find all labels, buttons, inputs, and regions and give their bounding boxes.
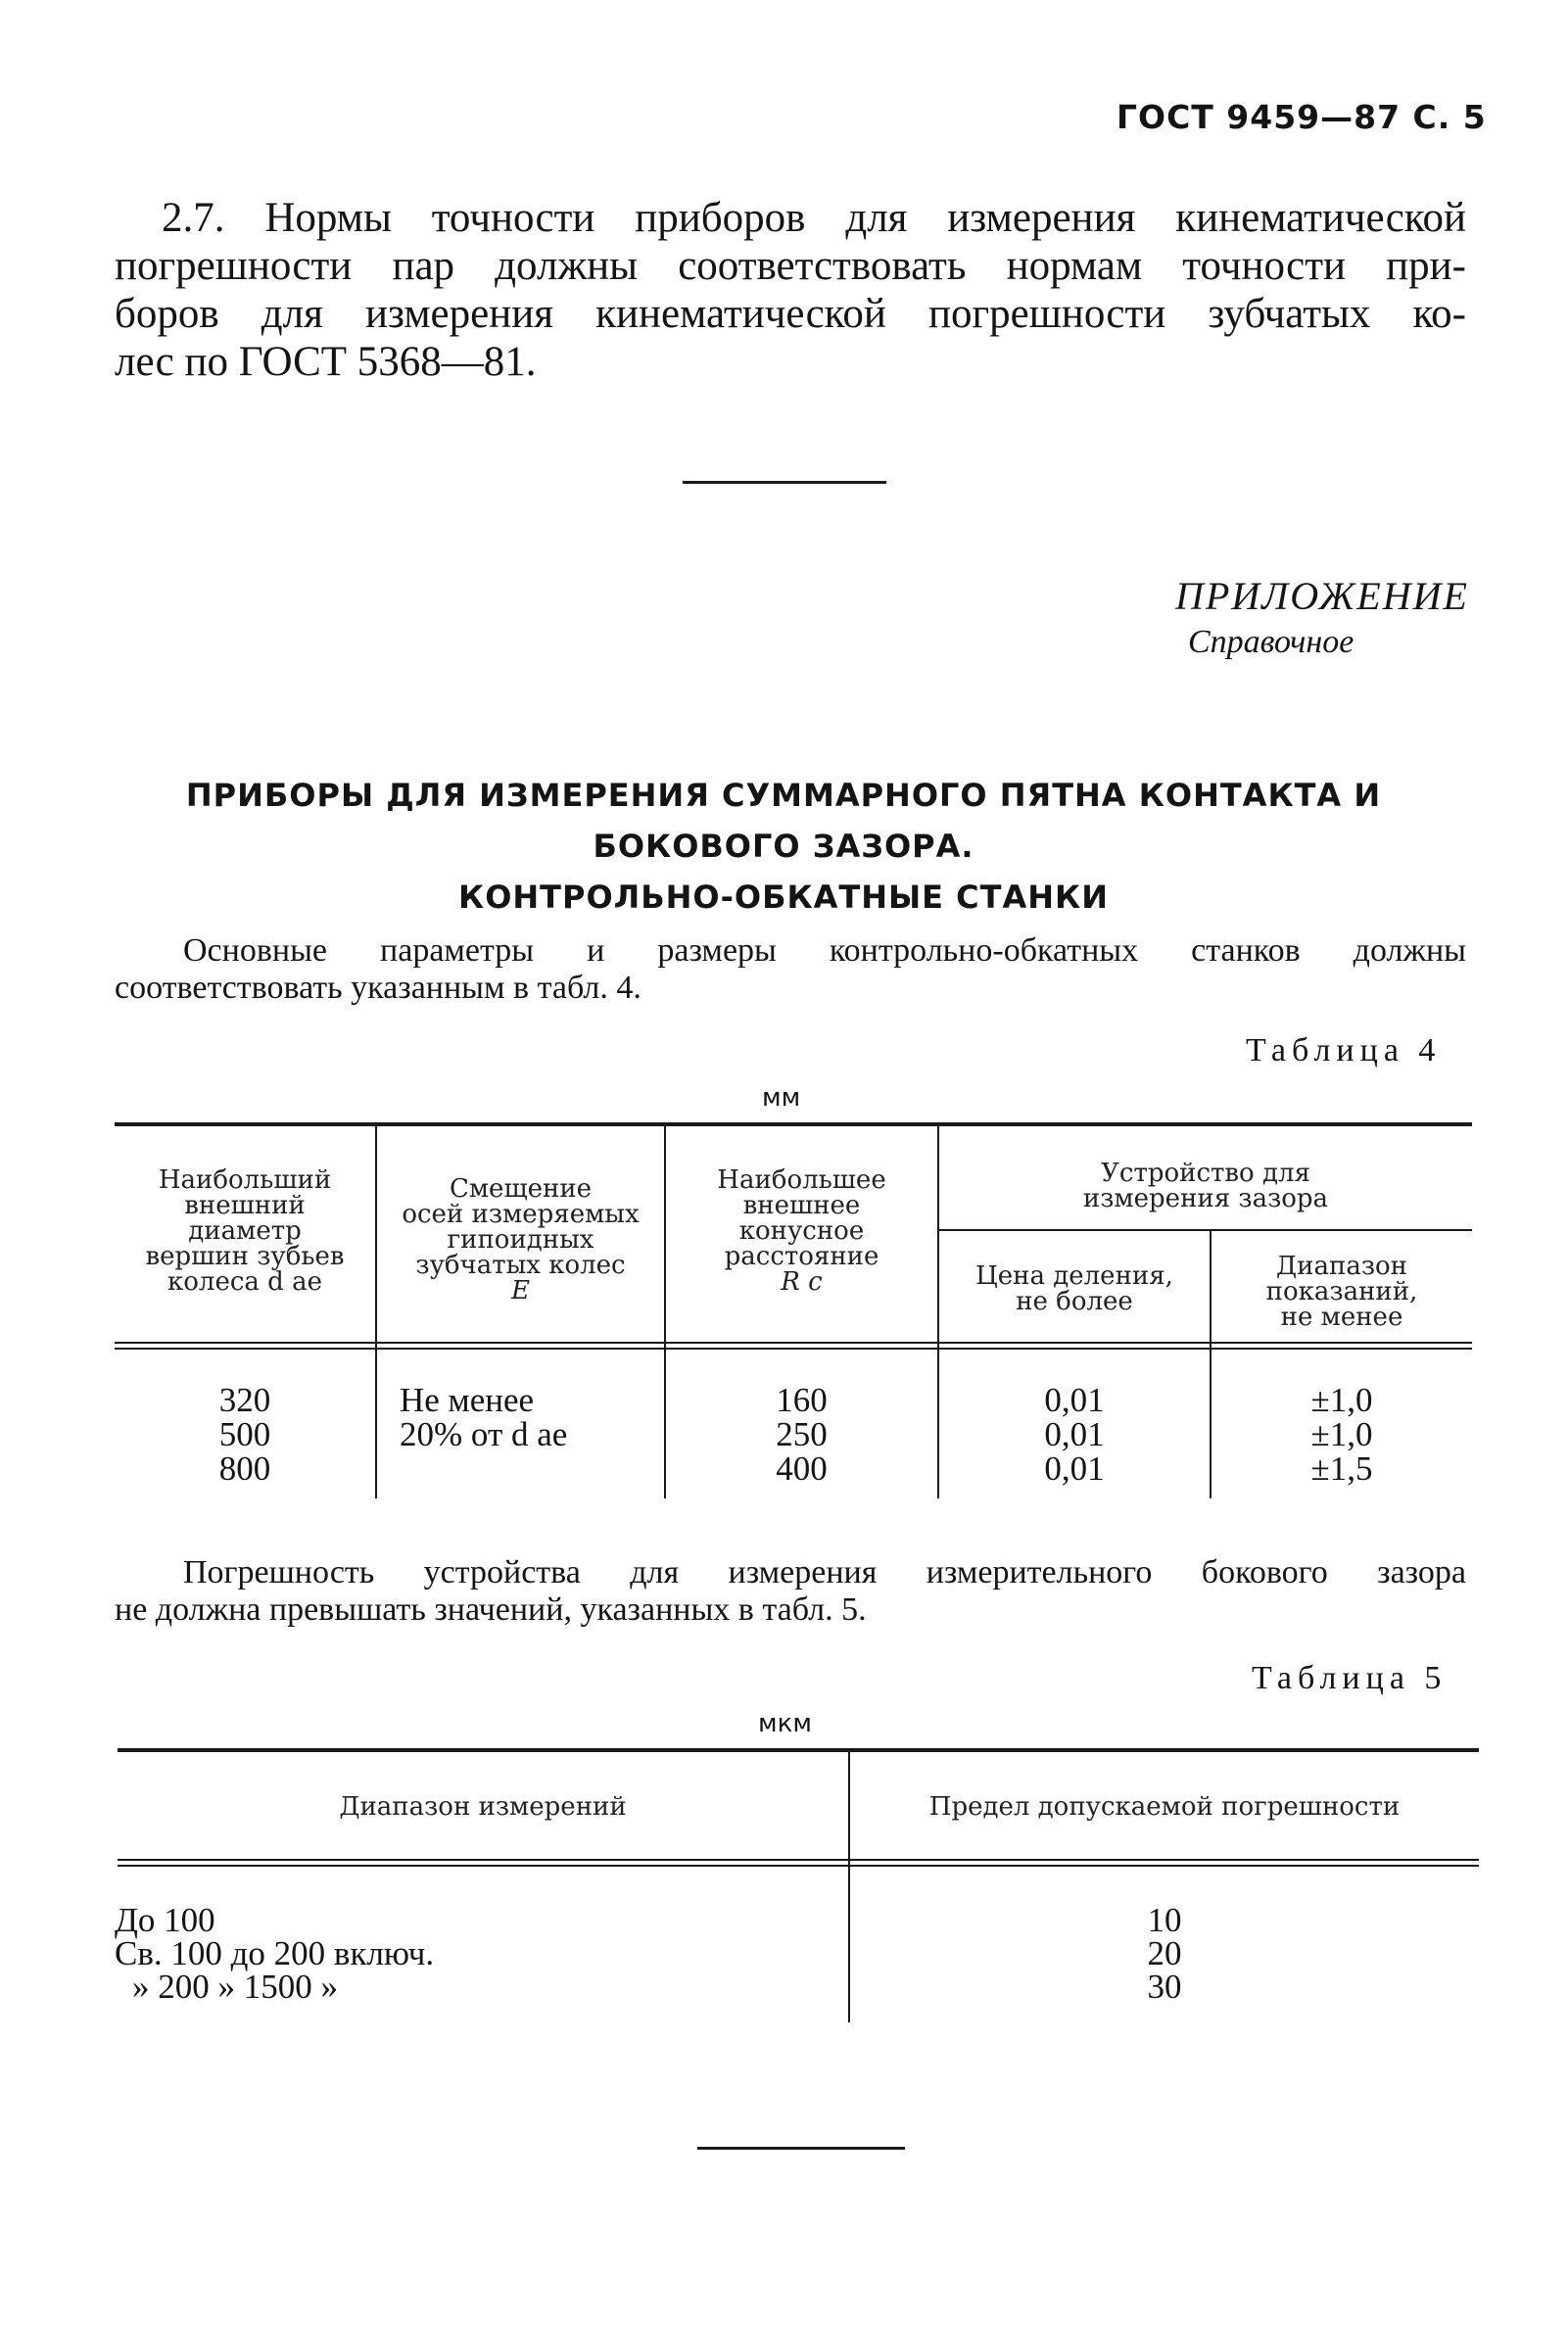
table-cell: 320	[218, 1381, 271, 1419]
header-line: Наибольший	[158, 1165, 332, 1195]
table4-col-division	[939, 1383, 1210, 1486]
table4-col-range	[1212, 1383, 1472, 1486]
header-line: Цена деления,	[975, 1261, 1173, 1291]
table-cell: 0,01	[1044, 1415, 1105, 1453]
appendix-title	[118, 770, 1449, 923]
header-line: вершин зубьев	[145, 1242, 345, 1271]
table5-col-range	[115, 1901, 839, 2006]
table-cell: » 200 » 1500 »	[132, 1968, 338, 2006]
appendix-kind: Справочное	[1188, 624, 1354, 660]
intro-line: Основные параметры и размеры контрольно-обкатных станков должны	[183, 932, 1466, 969]
title-line: БОКОВОГО ЗАЗОРА.	[593, 828, 974, 865]
table4-group-rule	[938, 1229, 1472, 1231]
header-line: внешнее	[742, 1191, 861, 1220]
clause-2-7	[115, 194, 1466, 386]
table-cell: До 100	[115, 1901, 215, 1939]
table4-units: мм	[762, 1083, 801, 1113]
clause-line: 2.7. Нормы точности приборов для измерения кинематической	[162, 195, 1466, 241]
header-line: конусное	[738, 1216, 865, 1246]
intro-line: не должна превышать значений, указанных в табл. 5.	[115, 1591, 867, 1628]
header-line: Смещение	[449, 1174, 593, 1204]
section-divider	[697, 2147, 905, 2150]
table4-col-diameter	[115, 1383, 375, 1486]
header-line: гипоидных	[447, 1225, 594, 1255]
table5-header-rule	[118, 1859, 1479, 1861]
header-line: не более	[1016, 1287, 1133, 1316]
table-cell: 20% от d ae	[400, 1415, 568, 1453]
table4-header-rule	[115, 1342, 1472, 1344]
table5-col-limit	[850, 1901, 1479, 2006]
header-line: колеса d ae	[167, 1267, 322, 1297]
header-line: зубчатых колес	[415, 1251, 626, 1280]
table4-top-rule	[115, 1122, 1472, 1126]
clause-line: погрешности пар должны соответствовать нормам точности при-	[115, 243, 1466, 289]
header-line: Диапазон	[1276, 1252, 1407, 1281]
table4-intro	[115, 932, 1466, 1007]
table-cell: Св. 100 до 200 включ.	[115, 1934, 435, 1972]
header-line: внешний	[184, 1191, 306, 1220]
table5-label: Таблица 5	[1252, 1660, 1448, 1696]
table5-top-rule	[118, 1748, 1479, 1752]
header-line: осей измеряемых	[402, 1200, 640, 1229]
table4-label: Таблица 4	[1246, 1032, 1442, 1068]
table5-header-rule	[118, 1865, 1479, 1867]
clause-line: лес по ГОСТ 5368—81.	[115, 339, 537, 385]
table4-header-range	[1212, 1254, 1472, 1330]
clause-line: боров для измерения кинематической погрешности зубчатых ко-	[115, 291, 1466, 337]
table4-header-distance	[666, 1167, 937, 1295]
header-line: показаний,	[1265, 1277, 1418, 1306]
table-cell: 250	[776, 1415, 828, 1453]
table-cell: 30	[1147, 1968, 1182, 2006]
table-cell: 800	[218, 1449, 271, 1488]
table-cell: 160	[776, 1381, 828, 1419]
appendix-label: ПРИЛОЖЕНИЕ	[1175, 574, 1469, 618]
header-line: Наибольшее	[717, 1165, 886, 1195]
table5-units: мкм	[758, 1709, 812, 1738]
table-cell: ±1,0	[1310, 1415, 1373, 1453]
table-cell: 500	[218, 1415, 271, 1453]
table-cell: 0,01	[1044, 1381, 1105, 1419]
table4-header-device	[939, 1161, 1472, 1211]
table4-header-offset	[377, 1176, 664, 1304]
section-divider	[683, 481, 886, 484]
table5-header-range: Диапазон измерений	[339, 1792, 627, 1822]
header-line: R c	[781, 1267, 823, 1297]
table-cell: 0,01	[1044, 1449, 1105, 1488]
table-cell: 10	[1147, 1901, 1182, 1939]
table-cell: ±1,5	[1310, 1449, 1373, 1488]
table4-header-rule	[115, 1348, 1472, 1350]
table4-header-division	[939, 1263, 1210, 1314]
header-line: E	[511, 1276, 530, 1305]
title-line: ПРИБОРЫ ДЛЯ ИЗМЕРЕНИЯ СУММАРНОГО ПЯТНА КОНТАКТА И	[185, 777, 1382, 814]
table4-col-distance	[666, 1383, 937, 1486]
table-cell: 400	[776, 1449, 828, 1488]
intro-line: соответствовать указанным в табл. 4.	[115, 970, 641, 1006]
header-line: расстояние	[724, 1242, 879, 1271]
intro-line: Погрешность устройства для измерения измерительного бокового зазора	[183, 1554, 1466, 1590]
title-line: КОНТРОЛЬНО-ОБКАТНЫЕ СТАНКИ	[458, 878, 1109, 916]
header-line: диаметр	[188, 1216, 302, 1246]
table4-header-diameter	[115, 1167, 375, 1295]
table5-header-limit: Предел допускаемой погрешности	[928, 1792, 1401, 1822]
header-line: Устройство для	[1101, 1159, 1310, 1188]
table-cell: 20	[1147, 1934, 1182, 1972]
table-cell: ±1,0	[1310, 1381, 1373, 1419]
header-line: не менее	[1280, 1303, 1403, 1332]
table-cell: Не менее	[400, 1381, 535, 1419]
table4-col-offset	[400, 1383, 664, 1451]
page-header: ГОСТ 9459—87 С. 5	[1117, 98, 1487, 136]
header-line: измерения зазора	[1082, 1184, 1329, 1213]
table5-intro	[115, 1554, 1466, 1629]
